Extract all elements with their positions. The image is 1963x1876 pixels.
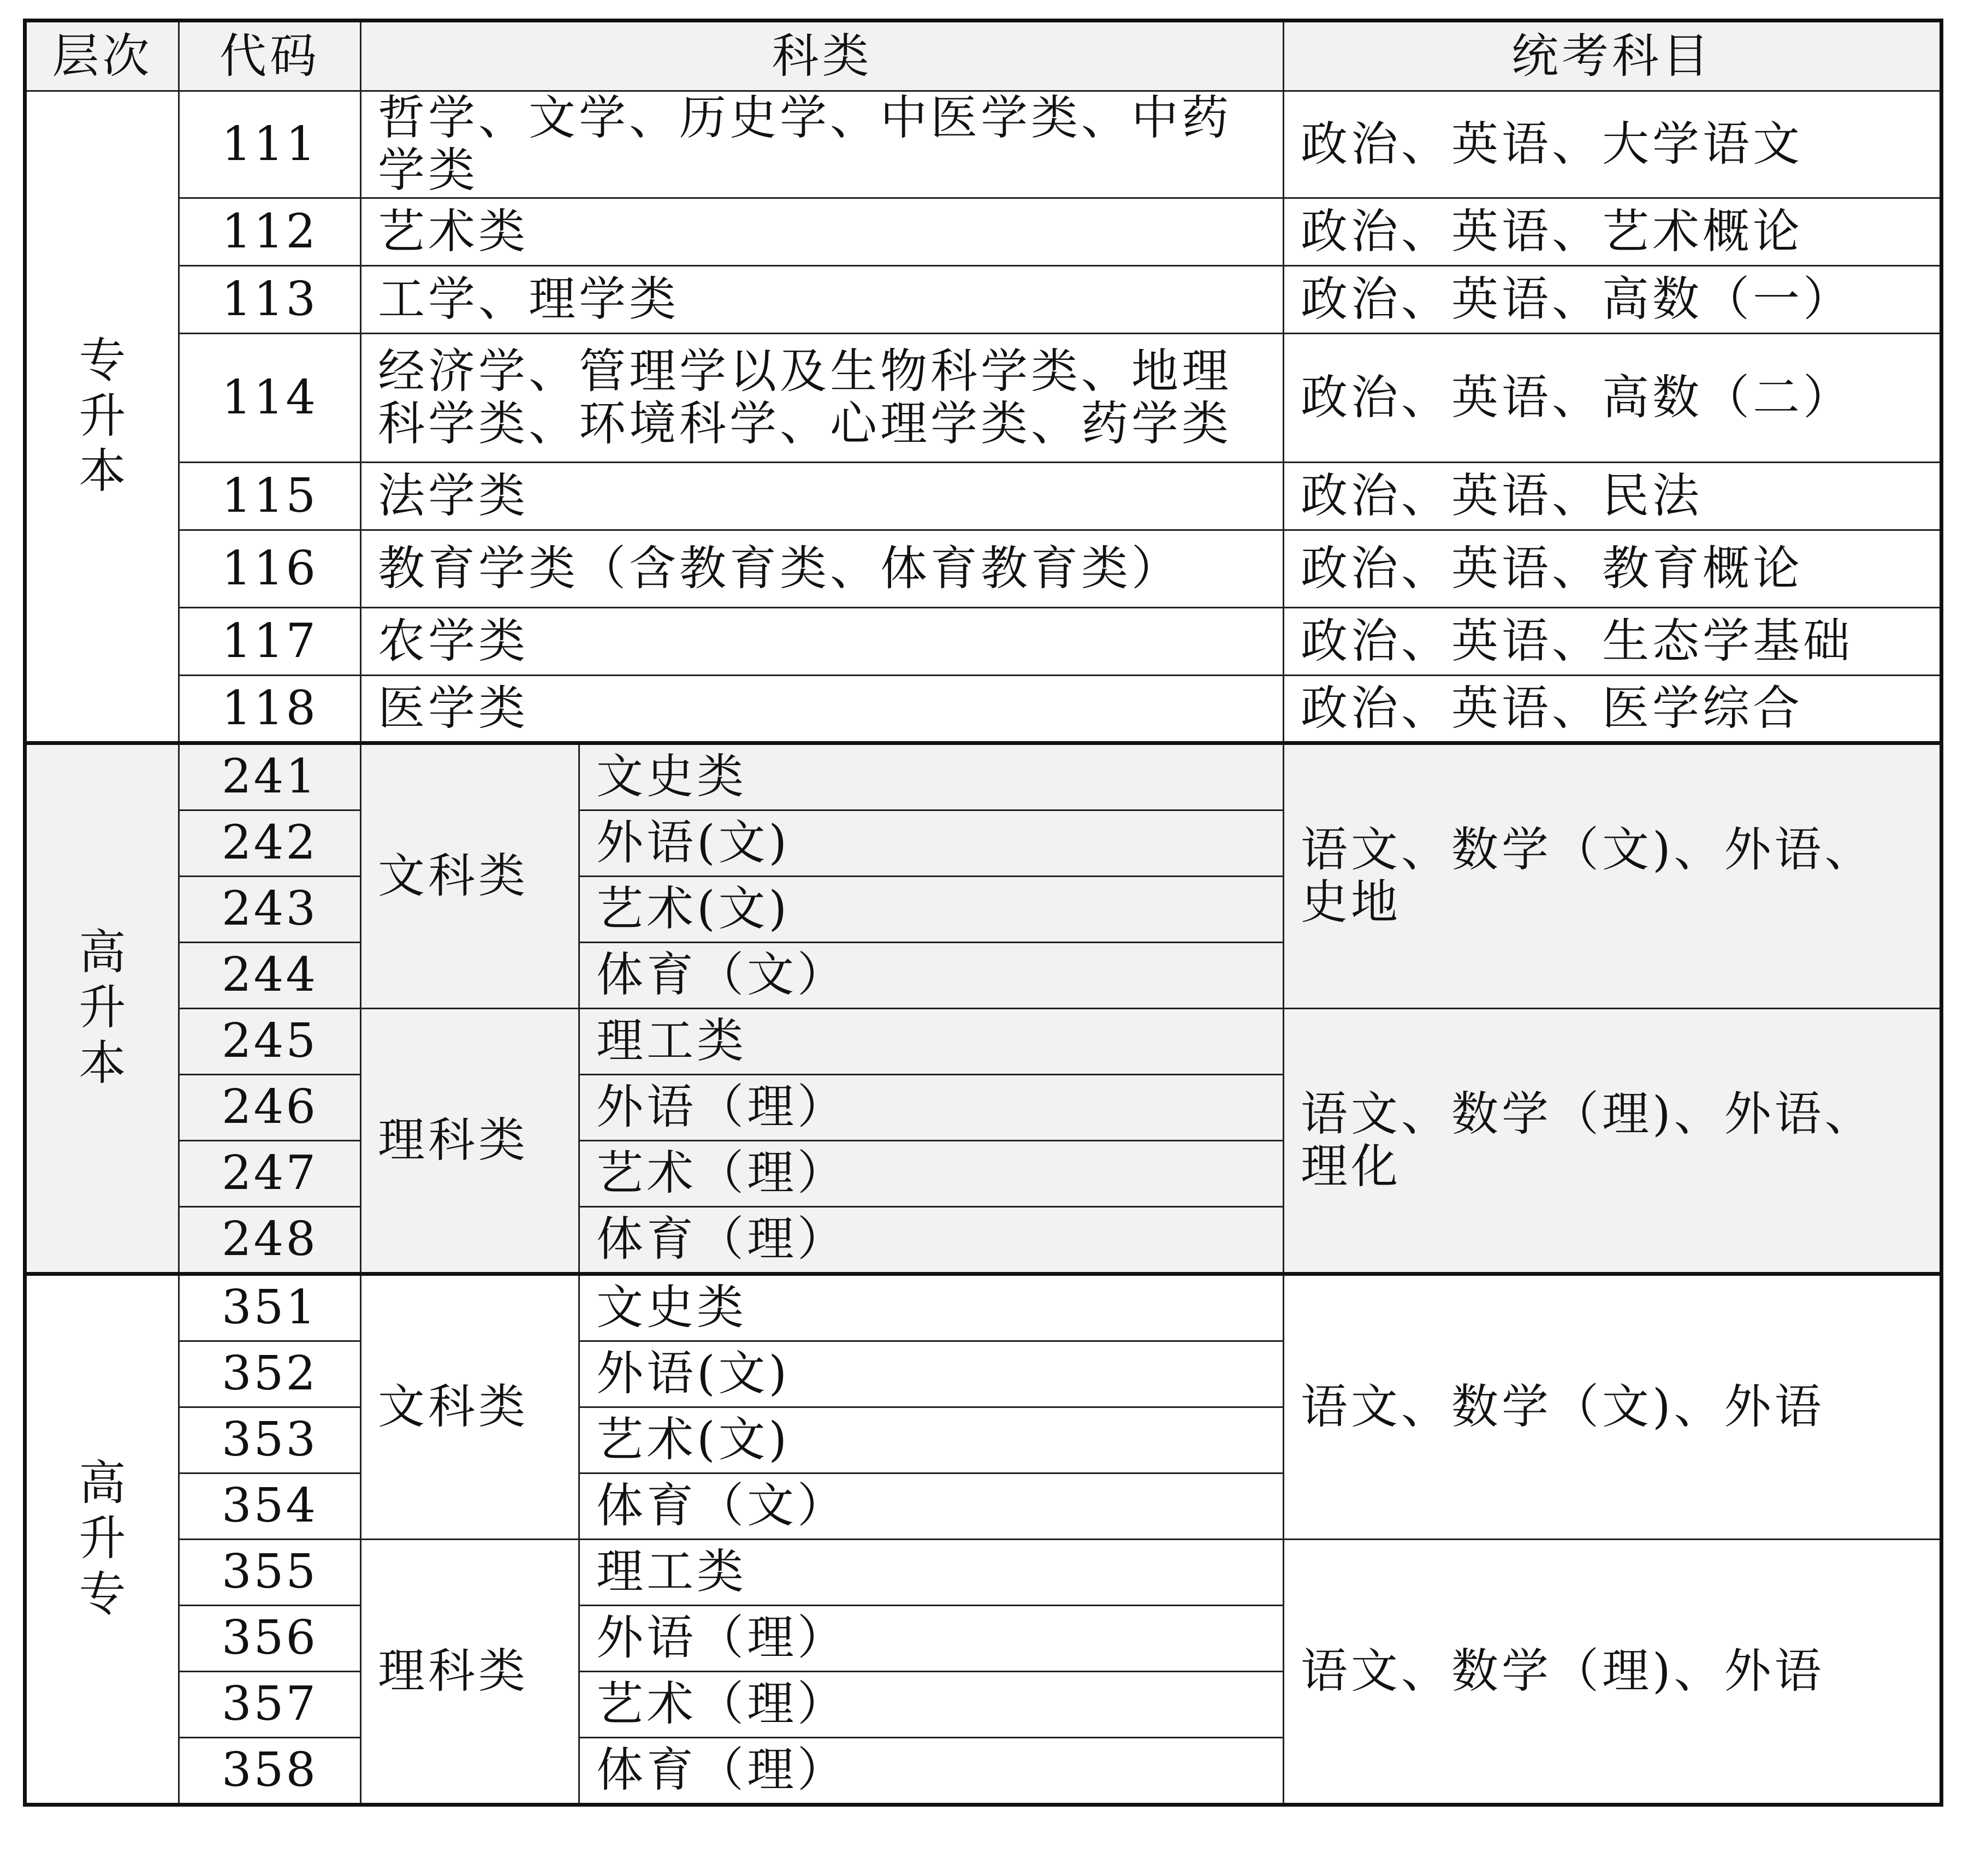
subjects-cell: 语文、数学（理)、外语 — [1284, 1539, 1942, 1804]
category-cell: 体育（文） — [579, 1473, 1284, 1539]
table-row — [25, 462, 1942, 530]
code-cell: 358 — [179, 1737, 361, 1804]
category-cell: 艺术(文) — [579, 876, 1284, 942]
code-cell: 113 — [179, 265, 361, 333]
category-cell: 文史类 — [579, 743, 1284, 810]
code-cell: 244 — [179, 942, 361, 1008]
category-cell: 哲学、文学、历史学、中医学类、中药学类 — [361, 91, 1284, 198]
category-cell: 教育学类（含教育类、体育教育类） — [361, 530, 1284, 607]
exam-subject-table — [23, 19, 1943, 1807]
category-cell: 文史类 — [579, 1274, 1284, 1341]
subjects-cell: 政治、英语、高数（一） — [1284, 265, 1942, 333]
code-cell: 117 — [179, 607, 361, 675]
code-cell: 246 — [179, 1074, 361, 1140]
code-cell: 114 — [179, 333, 361, 462]
subjects-cell: 政治、英语、民法 — [1284, 462, 1942, 530]
table-row — [25, 607, 1942, 675]
subjects-cell: 政治、英语、大学语文 — [1284, 91, 1942, 198]
code-cell: 118 — [179, 675, 361, 743]
code-cell: 242 — [179, 810, 361, 876]
code-cell: 248 — [179, 1206, 361, 1274]
code-cell: 355 — [179, 1539, 361, 1605]
subjects-cell: 语文、数学（理)、外语、理化 — [1284, 1008, 1942, 1274]
code-cell: 247 — [179, 1140, 361, 1206]
category-cell: 体育（理） — [579, 1737, 1284, 1804]
subjects-cell: 政治、英语、教育概论 — [1284, 530, 1942, 607]
category-cell: 农学类 — [361, 607, 1284, 675]
code-cell: 116 — [179, 530, 361, 607]
code-cell: 245 — [179, 1008, 361, 1074]
group-cell-wenke: 文科类 — [361, 743, 579, 1008]
header-category: 科类 — [361, 21, 1284, 91]
category-cell: 艺术(文) — [579, 1407, 1284, 1473]
subjects-cell: 政治、英语、医学综合 — [1284, 675, 1942, 743]
subjects-cell: 政治、英语、艺术概论 — [1284, 198, 1942, 265]
subjects-cell: 语文、数学（文)、外语、史地 — [1284, 743, 1942, 1008]
category-cell: 艺术（理） — [579, 1140, 1284, 1206]
category-cell: 法学类 — [361, 462, 1284, 530]
category-cell: 理工类 — [579, 1008, 1284, 1074]
code-cell: 351 — [179, 1274, 361, 1341]
category-cell: 理工类 — [579, 1539, 1284, 1605]
code-cell: 352 — [179, 1341, 361, 1407]
group-cell-like: 理科类 — [361, 1008, 579, 1274]
section-gao-sheng-zhuan — [25, 1274, 1942, 1804]
table-row — [25, 675, 1942, 743]
code-cell: 356 — [179, 1605, 361, 1671]
code-cell: 357 — [179, 1671, 361, 1737]
category-cell: 体育（理） — [579, 1206, 1284, 1274]
category-cell: 艺术类 — [361, 198, 1284, 265]
code-cell: 115 — [179, 462, 361, 530]
header-subjects: 统考科目 — [1284, 21, 1942, 91]
category-cell: 外语(文) — [579, 1341, 1284, 1407]
level-cell-gao-sheng-ben — [25, 743, 179, 1274]
category-cell: 经济学、管理学以及生物科学类、地理科学类、环境科学、心理学类、药学类 — [361, 333, 1284, 462]
table-row — [25, 530, 1942, 607]
table-row — [25, 1539, 1942, 1605]
section-gao-sheng-ben — [25, 743, 1942, 1274]
header-level: 层次 — [25, 21, 179, 91]
subjects-cell: 语文、数学（文)、外语 — [1284, 1274, 1942, 1539]
exam-subject-table-container — [23, 19, 1940, 1807]
code-cell: 243 — [179, 876, 361, 942]
code-cell: 112 — [179, 198, 361, 265]
category-cell: 艺术（理） — [579, 1671, 1284, 1737]
category-cell: 外语(文) — [579, 810, 1284, 876]
code-cell: 111 — [179, 91, 361, 198]
category-cell: 体育（文） — [579, 942, 1284, 1008]
level-label: 高升专 — [79, 1455, 126, 1621]
category-cell: 医学类 — [361, 675, 1284, 743]
code-cell: 241 — [179, 743, 361, 810]
table-row — [25, 333, 1942, 462]
level-cell-zhuan-sheng-ben — [25, 91, 179, 743]
level-cell-gao-sheng-zhuan — [25, 1274, 179, 1804]
code-cell: 353 — [179, 1407, 361, 1473]
code-cell: 354 — [179, 1473, 361, 1539]
group-cell-wenke: 文科类 — [361, 1274, 579, 1539]
header-row — [25, 21, 1942, 91]
level-label: 高升本 — [79, 925, 126, 1091]
table-row — [25, 265, 1942, 333]
table-row — [25, 198, 1942, 265]
table-row — [25, 91, 1942, 198]
subjects-cell: 政治、英语、高数（二） — [1284, 333, 1942, 462]
section-zhuan-sheng-ben — [25, 91, 1942, 743]
group-cell-like: 理科类 — [361, 1539, 579, 1804]
category-cell: 外语（理） — [579, 1605, 1284, 1671]
table-row — [25, 1008, 1942, 1074]
table-row — [25, 1274, 1942, 1341]
subjects-cell: 政治、英语、生态学基础 — [1284, 607, 1942, 675]
category-cell: 外语（理） — [579, 1074, 1284, 1140]
level-label: 专升本 — [79, 333, 126, 499]
header-code: 代码 — [179, 21, 361, 91]
table-row — [25, 743, 1942, 810]
category-cell: 工学、理学类 — [361, 265, 1284, 333]
